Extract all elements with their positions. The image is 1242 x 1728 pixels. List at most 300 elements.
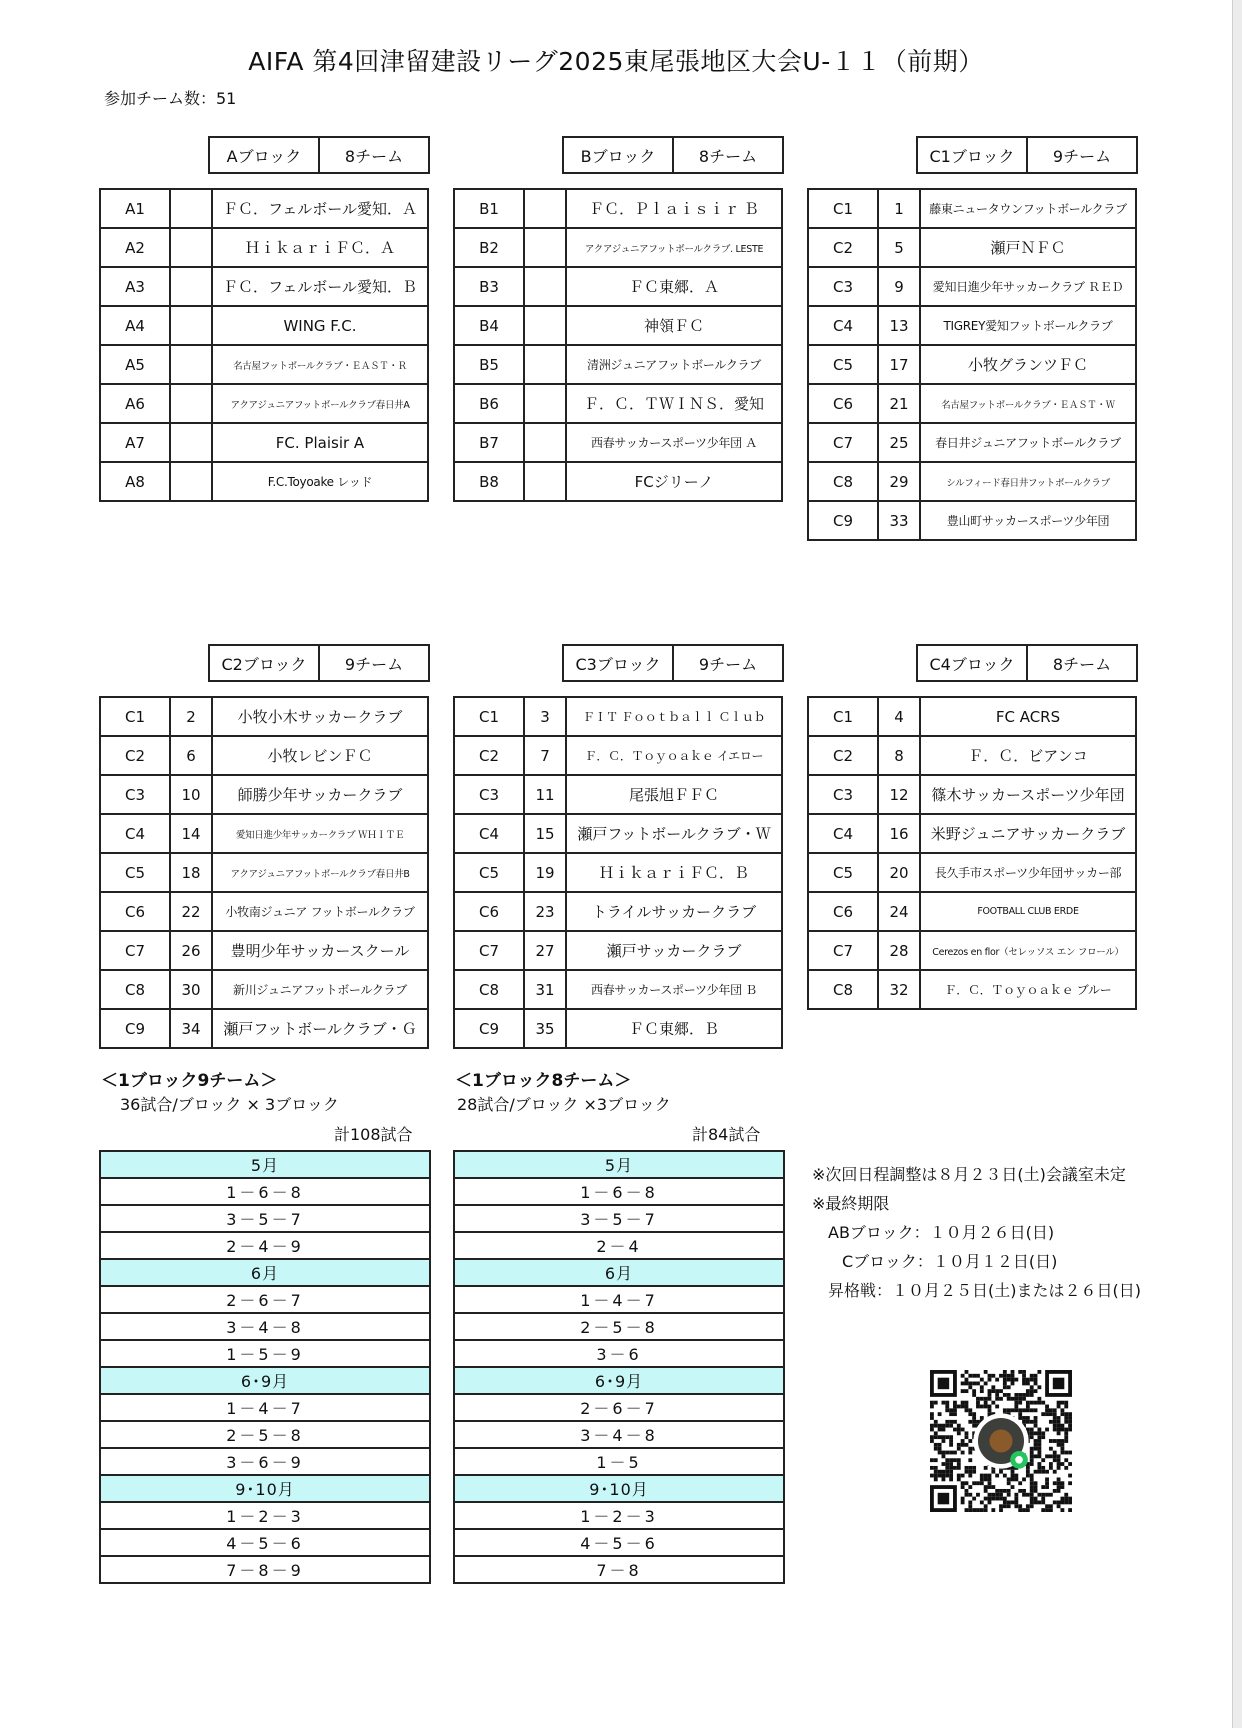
team-code: B8 bbox=[454, 462, 524, 501]
rule-total-9: 計108試合 bbox=[334, 1125, 413, 1144]
team-name: TIGREY愛知フットボールクラブ bbox=[920, 306, 1136, 345]
team-name: アクアジュニアフットボールクラブ. LESTE bbox=[566, 228, 782, 267]
team-row bbox=[454, 423, 782, 462]
team-name: 尾張旭ＦＦＣ bbox=[566, 775, 782, 814]
team-name: ＦＣ東郷．Ｂ bbox=[566, 1009, 782, 1048]
team-name: 小牧グランツＦＣ bbox=[920, 345, 1136, 384]
team-row bbox=[100, 892, 428, 931]
schedule-matchup: 3－5－7 bbox=[100, 1205, 430, 1232]
schedule-month: 6月 bbox=[454, 1259, 784, 1286]
team-code: C2 bbox=[454, 736, 524, 775]
team-code: B1 bbox=[454, 189, 524, 228]
schedule-matchup: 2－6－7 bbox=[454, 1394, 784, 1421]
schedule-match-row bbox=[100, 1340, 430, 1367]
schedule-matchup: 4－5－6 bbox=[100, 1529, 430, 1556]
team-name: Ｆ．Ｃ．Ｔｏｙｏａｋｅ イエロー bbox=[566, 736, 782, 775]
team-code: C8 bbox=[808, 462, 878, 501]
team-code: A6 bbox=[100, 384, 170, 423]
schedule-month-row bbox=[454, 1151, 784, 1178]
team-name: 藤東ニュータウンフットボールクラブ bbox=[920, 189, 1136, 228]
block-c4-header bbox=[916, 644, 1138, 682]
team-name: トライルサッカークラブ bbox=[566, 892, 782, 931]
team-name: ＦＣ．Ｐｌａｉｓｉｒ Ｂ bbox=[566, 189, 782, 228]
team-name: FC ACRS bbox=[920, 697, 1136, 736]
team-number: 17 bbox=[878, 345, 920, 384]
team-row bbox=[100, 228, 428, 267]
team-name: 春日井ジュニアフットボールクラブ bbox=[920, 423, 1136, 462]
team-code: C3 bbox=[100, 775, 170, 814]
team-row bbox=[100, 775, 428, 814]
team-name: 長久手市スポーツ少年団サッカー部 bbox=[920, 853, 1136, 892]
team-row bbox=[100, 853, 428, 892]
team-row bbox=[454, 189, 782, 228]
schedule-matchup: 3－5－7 bbox=[454, 1205, 784, 1232]
schedule-match-row bbox=[454, 1313, 784, 1340]
block-c4-table bbox=[807, 696, 1137, 1010]
team-number bbox=[524, 228, 566, 267]
team-row bbox=[808, 384, 1136, 423]
team-code: C6 bbox=[454, 892, 524, 931]
block-count: 8チーム bbox=[1027, 645, 1137, 681]
schedule-match-row bbox=[454, 1286, 784, 1313]
team-number: 22 bbox=[170, 892, 212, 931]
team-row bbox=[808, 931, 1136, 970]
schedule-matchup: 1－6－8 bbox=[454, 1178, 784, 1205]
schedule-match-row bbox=[100, 1394, 430, 1421]
schedule-match-row bbox=[100, 1286, 430, 1313]
team-row bbox=[454, 736, 782, 775]
schedule-matchup: 2－6－7 bbox=[100, 1286, 430, 1313]
team-name: FOOTBALL CLUB ERDE bbox=[920, 892, 1136, 931]
team-number: 9 bbox=[878, 267, 920, 306]
team-number: 20 bbox=[878, 853, 920, 892]
qr-code-icon bbox=[930, 1370, 1072, 1512]
team-number: 11 bbox=[524, 775, 566, 814]
team-row bbox=[100, 970, 428, 1009]
team-code: C1 bbox=[454, 697, 524, 736]
team-number bbox=[170, 228, 212, 267]
schedule-matchup: 1－4－7 bbox=[454, 1286, 784, 1313]
team-row bbox=[808, 814, 1136, 853]
team-number: 1 bbox=[878, 189, 920, 228]
schedule-month-row bbox=[454, 1475, 784, 1502]
team-row bbox=[808, 501, 1136, 540]
schedule-matchup: 1－2－3 bbox=[100, 1502, 430, 1529]
rule-line-9: 36試合/ブロック × 3ブロック bbox=[120, 1095, 339, 1114]
schedule-month: 5月 bbox=[454, 1151, 784, 1178]
team-name: F.C.Toyoake レッド bbox=[212, 462, 428, 501]
schedule-month-row bbox=[454, 1367, 784, 1394]
team-row bbox=[454, 892, 782, 931]
team-name: シルフィード春日井フットボールクラブ bbox=[920, 462, 1136, 501]
schedule-match-row bbox=[454, 1340, 784, 1367]
block-c2-header bbox=[208, 644, 430, 682]
team-row bbox=[100, 189, 428, 228]
schedule-month: 6･9月 bbox=[100, 1367, 430, 1394]
team-code: C5 bbox=[454, 853, 524, 892]
team-number: 8 bbox=[878, 736, 920, 775]
team-code: C1 bbox=[808, 189, 878, 228]
team-name: 瀬戸ＮＦＣ bbox=[920, 228, 1136, 267]
schedule-matchup: 2－5－8 bbox=[454, 1313, 784, 1340]
team-number: 16 bbox=[878, 814, 920, 853]
team-row bbox=[454, 306, 782, 345]
team-number bbox=[524, 189, 566, 228]
team-number: 29 bbox=[878, 462, 920, 501]
block-c3-header bbox=[562, 644, 784, 682]
team-name: ＦＩＴ Ｆｏｏｔｂａｌｌ Ｃｌｕｂ bbox=[566, 697, 782, 736]
team-code: C2 bbox=[808, 736, 878, 775]
team-number: 32 bbox=[878, 970, 920, 1009]
team-code: C6 bbox=[808, 892, 878, 931]
team-number bbox=[170, 345, 212, 384]
schedule-match-row bbox=[454, 1448, 784, 1475]
team-code: C2 bbox=[808, 228, 878, 267]
schedule-month: 9･10月 bbox=[100, 1475, 430, 1502]
team-name: 西春サッカースポーツ少年団 Ｂ bbox=[566, 970, 782, 1009]
schedule-match-row bbox=[454, 1205, 784, 1232]
block-count: 8チーム bbox=[673, 137, 783, 173]
schedule-month-row bbox=[100, 1367, 430, 1394]
team-name: 愛知日進少年サッカークラブ ＷＨＩＴＥ bbox=[212, 814, 428, 853]
schedule-match-row bbox=[454, 1529, 784, 1556]
team-row bbox=[100, 931, 428, 970]
schedule-matchup: 1－5－9 bbox=[100, 1340, 430, 1367]
block-c2-table bbox=[99, 696, 429, 1049]
team-name: 新川ジュニアフットボールクラブ bbox=[212, 970, 428, 1009]
team-code: C5 bbox=[100, 853, 170, 892]
team-row bbox=[808, 970, 1136, 1009]
team-number: 33 bbox=[878, 501, 920, 540]
team-code: B3 bbox=[454, 267, 524, 306]
schedule-match-row bbox=[454, 1502, 784, 1529]
team-row bbox=[100, 384, 428, 423]
team-number: 18 bbox=[170, 853, 212, 892]
schedule-match-row bbox=[454, 1421, 784, 1448]
schedule-match-row bbox=[100, 1232, 430, 1259]
team-number bbox=[170, 306, 212, 345]
team-code: C8 bbox=[454, 970, 524, 1009]
schedule-match-row bbox=[100, 1529, 430, 1556]
note-line: 昇格戦：１０月２５日(土)または２６日(日) bbox=[828, 1281, 1141, 1300]
team-number bbox=[524, 306, 566, 345]
team-code: C4 bbox=[808, 306, 878, 345]
team-number: 27 bbox=[524, 931, 566, 970]
team-code: C9 bbox=[454, 1009, 524, 1048]
team-name: ＦＣ東郷．Ａ bbox=[566, 267, 782, 306]
page-title: AIFA 第4回津留建設リーグ2025東尾張地区大会U-１１（前期） bbox=[248, 47, 984, 76]
team-row bbox=[808, 462, 1136, 501]
team-code: C7 bbox=[808, 931, 878, 970]
team-row bbox=[808, 892, 1136, 931]
team-number: 24 bbox=[878, 892, 920, 931]
team-row bbox=[454, 267, 782, 306]
team-row bbox=[454, 814, 782, 853]
team-row bbox=[808, 306, 1136, 345]
block-name: C4ブロック bbox=[917, 645, 1027, 681]
schedule-match-row bbox=[100, 1502, 430, 1529]
schedule-matchup: 7－8 bbox=[454, 1556, 784, 1583]
team-name: アクアジュニアフットボールクラブ春日井B bbox=[212, 853, 428, 892]
block-count: 8チーム bbox=[319, 137, 429, 173]
team-code: C5 bbox=[808, 853, 878, 892]
schedule-matchup: 3－6 bbox=[454, 1340, 784, 1367]
team-row bbox=[454, 970, 782, 1009]
team-number: 2 bbox=[170, 697, 212, 736]
team-number: 5 bbox=[878, 228, 920, 267]
team-number bbox=[524, 267, 566, 306]
note-line: ※次回日程調整は８月２３日(土)会議室未定 bbox=[812, 1165, 1126, 1184]
team-number: 7 bbox=[524, 736, 566, 775]
schedule-match-row bbox=[100, 1556, 430, 1583]
team-code: C8 bbox=[808, 970, 878, 1009]
team-name: FC. Plaisir A bbox=[212, 423, 428, 462]
team-name: 西春サッカースポーツ少年団 Ａ bbox=[566, 423, 782, 462]
team-number: 19 bbox=[524, 853, 566, 892]
team-row bbox=[808, 853, 1136, 892]
team-code: C4 bbox=[454, 814, 524, 853]
schedule-month: 9･10月 bbox=[454, 1475, 784, 1502]
schedule-matchup: 2－5－8 bbox=[100, 1421, 430, 1448]
team-name: 小牧レビンＦＣ bbox=[212, 736, 428, 775]
team-number: 15 bbox=[524, 814, 566, 853]
block-name: C2ブロック bbox=[209, 645, 319, 681]
team-row bbox=[808, 697, 1136, 736]
schedule-month: 6月 bbox=[100, 1259, 430, 1286]
team-row bbox=[454, 697, 782, 736]
block-count: 9チーム bbox=[1027, 137, 1137, 173]
team-row bbox=[100, 267, 428, 306]
team-name: 豊明少年サッカースクール bbox=[212, 931, 428, 970]
team-code: C4 bbox=[100, 814, 170, 853]
schedule-matchup: 1－2－3 bbox=[454, 1502, 784, 1529]
team-row bbox=[808, 267, 1136, 306]
team-code: A5 bbox=[100, 345, 170, 384]
team-number bbox=[170, 384, 212, 423]
team-row bbox=[454, 775, 782, 814]
team-name: 瀬戸サッカークラブ bbox=[566, 931, 782, 970]
schedule-9-table bbox=[99, 1150, 431, 1584]
team-name: ＦＣ．フェルボール愛知．Ａ bbox=[212, 189, 428, 228]
team-name: 神領ＦＣ bbox=[566, 306, 782, 345]
team-name: アクアジュニアフットボールクラブ春日井A bbox=[212, 384, 428, 423]
team-row bbox=[100, 697, 428, 736]
schedule-matchup: 1－4－7 bbox=[100, 1394, 430, 1421]
team-code: A8 bbox=[100, 462, 170, 501]
team-row bbox=[808, 775, 1136, 814]
block-count: 9チーム bbox=[319, 645, 429, 681]
team-name: 師勝少年サッカークラブ bbox=[212, 775, 428, 814]
note-line: ※最終期限 bbox=[812, 1194, 890, 1213]
schedule-match-row bbox=[100, 1313, 430, 1340]
team-code: B6 bbox=[454, 384, 524, 423]
team-number bbox=[170, 189, 212, 228]
team-code: C1 bbox=[100, 697, 170, 736]
schedule-matchup: 3－4－8 bbox=[454, 1421, 784, 1448]
team-row bbox=[454, 853, 782, 892]
schedule-8-table bbox=[453, 1150, 785, 1584]
team-code: C2 bbox=[100, 736, 170, 775]
team-code: C1 bbox=[808, 697, 878, 736]
team-number: 12 bbox=[878, 775, 920, 814]
schedule-matchup: 2－4 bbox=[454, 1232, 784, 1259]
team-row bbox=[454, 931, 782, 970]
team-code: C8 bbox=[100, 970, 170, 1009]
team-code: C3 bbox=[808, 267, 878, 306]
team-name: ＨｉｋａｒｉＦＣ．Ａ bbox=[212, 228, 428, 267]
team-name: ＨｉｋａｒｉＦＣ．Ｂ bbox=[566, 853, 782, 892]
team-row bbox=[100, 306, 428, 345]
team-number: 28 bbox=[878, 931, 920, 970]
block-a-table bbox=[99, 188, 429, 502]
team-row bbox=[454, 345, 782, 384]
team-name: 瀬戸フットボールクラブ・Ｗ bbox=[566, 814, 782, 853]
block-b-table bbox=[453, 188, 783, 502]
team-code: A7 bbox=[100, 423, 170, 462]
team-number: 13 bbox=[878, 306, 920, 345]
team-number: 25 bbox=[878, 423, 920, 462]
team-code: B2 bbox=[454, 228, 524, 267]
block-c1-table bbox=[807, 188, 1137, 541]
block-c3-table bbox=[453, 696, 783, 1049]
team-number: 6 bbox=[170, 736, 212, 775]
schedule-month: 6･9月 bbox=[454, 1367, 784, 1394]
schedule-matchup: 1－6－8 bbox=[100, 1178, 430, 1205]
team-code: C6 bbox=[808, 384, 878, 423]
team-name: 篠木サッカースポーツ少年団 bbox=[920, 775, 1136, 814]
team-row bbox=[454, 384, 782, 423]
team-number: 21 bbox=[878, 384, 920, 423]
team-number: 35 bbox=[524, 1009, 566, 1048]
notes bbox=[812, 1160, 1141, 1305]
team-name: ＦＣ．フェルボール愛知．Ｂ bbox=[212, 267, 428, 306]
team-code: C7 bbox=[454, 931, 524, 970]
team-number: 4 bbox=[878, 697, 920, 736]
team-number bbox=[170, 462, 212, 501]
team-name: Ｆ．Ｃ．ビアンコ bbox=[920, 736, 1136, 775]
schedule-month-row bbox=[100, 1475, 430, 1502]
block-name: Aブロック bbox=[209, 137, 319, 173]
team-row bbox=[100, 1009, 428, 1048]
team-name: 愛知日進少年サッカークラブ ＲＥＤ bbox=[920, 267, 1136, 306]
team-number: 31 bbox=[524, 970, 566, 1009]
schedule-month-row bbox=[100, 1151, 430, 1178]
team-row bbox=[454, 462, 782, 501]
schedule-matchup: 3－4－8 bbox=[100, 1313, 430, 1340]
team-code: C7 bbox=[808, 423, 878, 462]
team-code: C7 bbox=[100, 931, 170, 970]
team-name: 名古屋フットボールクラブ・ＥＡＳＴ・Ｗ bbox=[920, 384, 1136, 423]
team-code: C5 bbox=[808, 345, 878, 384]
team-row bbox=[808, 736, 1136, 775]
rule-title-8: ＜1ブロック8チーム＞ bbox=[455, 1071, 632, 1091]
team-row bbox=[100, 814, 428, 853]
team-code: C3 bbox=[454, 775, 524, 814]
team-number: 14 bbox=[170, 814, 212, 853]
team-row bbox=[808, 345, 1136, 384]
note-line: ABブロック：１０月２６日(日) bbox=[828, 1223, 1055, 1242]
schedule-match-row bbox=[100, 1178, 430, 1205]
team-code: B4 bbox=[454, 306, 524, 345]
schedule-match-row bbox=[100, 1205, 430, 1232]
schedule-matchup: 2－4－9 bbox=[100, 1232, 430, 1259]
team-name: 米野ジュニアサッカークラブ bbox=[920, 814, 1136, 853]
team-number: 30 bbox=[170, 970, 212, 1009]
schedule-matchup: 1－5 bbox=[454, 1448, 784, 1475]
schedule-match-row bbox=[454, 1178, 784, 1205]
team-row bbox=[100, 345, 428, 384]
schedule-match-row bbox=[100, 1448, 430, 1475]
block-name: C3ブロック bbox=[563, 645, 673, 681]
rule-line-8: 28試合/ブロック ×3ブロック bbox=[457, 1095, 671, 1114]
note-line: Cブロック：１０月１２日(日) bbox=[842, 1252, 1058, 1271]
team-number bbox=[170, 267, 212, 306]
team-number bbox=[524, 345, 566, 384]
team-name: Ｆ．Ｃ．ＴＷＩＮＳ．愛知 bbox=[566, 384, 782, 423]
team-number: 10 bbox=[170, 775, 212, 814]
team-code: A2 bbox=[100, 228, 170, 267]
team-row bbox=[100, 423, 428, 462]
team-row bbox=[454, 1009, 782, 1048]
rule-title-9: ＜1ブロック9チーム＞ bbox=[101, 1071, 278, 1091]
team-code: A4 bbox=[100, 306, 170, 345]
block-a-header bbox=[208, 136, 430, 174]
team-name: 小牧小木サッカークラブ bbox=[212, 697, 428, 736]
team-name: Cerezos en flor（セレッソス エン フロール） bbox=[920, 931, 1136, 970]
team-name: FCジリーノ bbox=[566, 462, 782, 501]
team-row bbox=[808, 228, 1136, 267]
block-b-header bbox=[562, 136, 784, 174]
team-name: 名古屋フットボールクラブ・ＥＡＳＴ・Ｒ bbox=[212, 345, 428, 384]
block-name: C1ブロック bbox=[917, 137, 1027, 173]
team-code: C3 bbox=[808, 775, 878, 814]
schedule-match-row bbox=[454, 1232, 784, 1259]
team-number: 34 bbox=[170, 1009, 212, 1048]
team-number: 3 bbox=[524, 697, 566, 736]
team-name: 豊山町サッカースポーツ少年団 bbox=[920, 501, 1136, 540]
team-code: C6 bbox=[100, 892, 170, 931]
team-code: C9 bbox=[100, 1009, 170, 1048]
team-code: C9 bbox=[808, 501, 878, 540]
schedule-matchup: 3－6－9 bbox=[100, 1448, 430, 1475]
team-number bbox=[524, 462, 566, 501]
team-code: B7 bbox=[454, 423, 524, 462]
schedule-matchup: 7－8－9 bbox=[100, 1556, 430, 1583]
team-name: 清洲ジュニアフットボールクラブ bbox=[566, 345, 782, 384]
team-row bbox=[454, 228, 782, 267]
participant-count: 参加チーム数：51 bbox=[104, 89, 237, 108]
team-number: 23 bbox=[524, 892, 566, 931]
team-code: A1 bbox=[100, 189, 170, 228]
team-number bbox=[524, 423, 566, 462]
team-code: C4 bbox=[808, 814, 878, 853]
team-number bbox=[524, 384, 566, 423]
team-code: B5 bbox=[454, 345, 524, 384]
schedule-match-row bbox=[100, 1421, 430, 1448]
schedule-matchup: 4－5－6 bbox=[454, 1529, 784, 1556]
team-number bbox=[170, 423, 212, 462]
schedule-match-row bbox=[454, 1394, 784, 1421]
block-name: Bブロック bbox=[563, 137, 673, 173]
team-row bbox=[808, 423, 1136, 462]
team-number: 26 bbox=[170, 931, 212, 970]
schedule-month-row bbox=[454, 1259, 784, 1286]
team-name: 瀬戸フットボールクラブ・Ｇ bbox=[212, 1009, 428, 1048]
team-name: 小牧南ジュニア フットボールクラブ bbox=[212, 892, 428, 931]
team-row bbox=[100, 462, 428, 501]
team-name: WING F.C. bbox=[212, 306, 428, 345]
schedule-match-row bbox=[454, 1556, 784, 1583]
